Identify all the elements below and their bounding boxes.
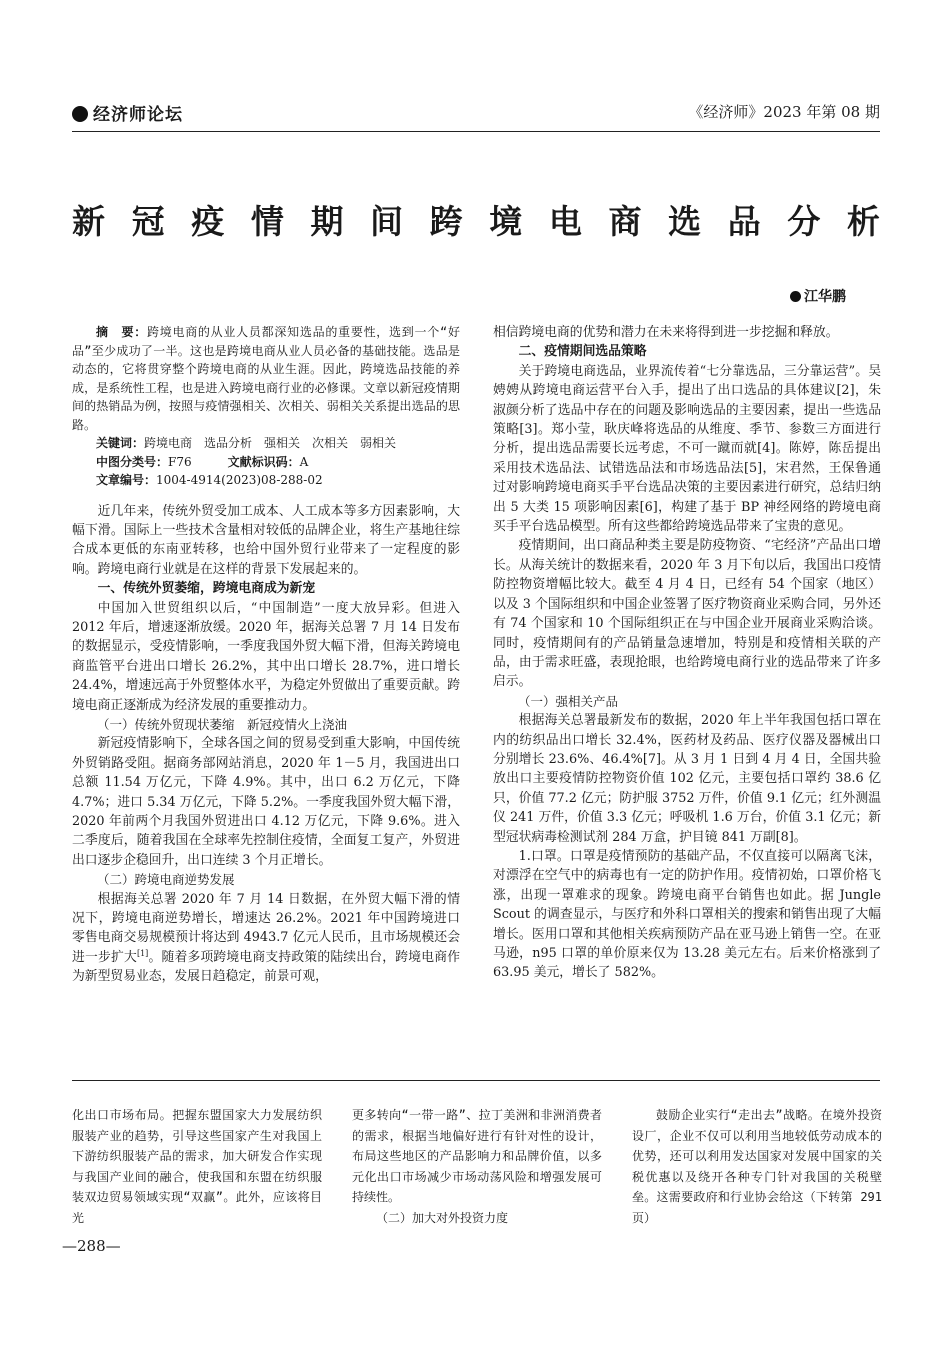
- bullet-icon: [790, 291, 801, 302]
- continued-text-col3: 鼓励企业实行“走出去”战略。在境外投资设厂，企业不仅可以利用当地较低劳动成本的优势，还可以利用发达国家对发展中国家的关税优惠以及绕开各种专门针对我国的关税壁垒。这需要政府和行业协会给这（下转第 291 页）: [632, 1108, 882, 1225]
- section-heading: 二、疫情期间选品策略: [518, 344, 647, 360]
- article-title: [72, 196, 880, 243]
- subsection-heading: （一）传统外贸现状萎缩 新冠疫情火上浇油: [97, 716, 348, 732]
- title-char: 选: [668, 202, 702, 241]
- keywords: 关键词：跨境电商 选品分析 强相关 次相关 弱相关: [96, 436, 397, 450]
- title-char: 境: [489, 202, 523, 241]
- paragraph: 根据海关总署最新发布的数据，2020 年上半年我国包括口罩在内的纺织品出口增长 32.4%，医药材及药品、医疗仪器及器械出口分别增长 23.6%、46.4%[7]。从 3 月 1 日到 4 月 4 日，全国共验放出口主要疫情防控物资价值 102 亿元，主要包括口罩约 38.6 亿只，价值 77.2 亿元；防护服 3752 万件，价值 9.1 亿元；红外测温仪 241 万件，价值 3.3 亿元；呼吸机 1.6 万台，价值 3.1 亿元；新型冠状病毒检测试剂 284 万盒，护目镜 841 万副[8]。: [493, 713, 881, 845]
- page-number: —288—: [62, 1237, 121, 1255]
- continued-text-col1: 化出口市场布局。把握东盟国家大力发展纺织服装产业的趋势，引导这些国家产生对我国上下游纺织服装产品的需求，加大研发合作实现与我国产业间的融合，使我国和东盟在纺织服装双边贸易领域实现“双赢”。此外，应该将目光: [72, 1108, 322, 1225]
- title-char: 情: [250, 202, 284, 241]
- right-column: [493, 323, 881, 983]
- paragraph: 相信跨境电商的优势和潜力在未来将得到进一步挖掘和释放。: [493, 325, 839, 340]
- title-char: 电: [548, 202, 582, 241]
- left-column: [72, 323, 460, 987]
- continued-text-col2: 更多转向“一带一路”、拉丁美洲和非洲消费者的需求，根据当地偏好进行有针对性的设计，布局这些地区的产品影响力和品牌价值，以多元化出口市场减少市场动荡风险和增强发展可持续性。 （二）加大对外投资力度: [352, 1108, 602, 1225]
- classification: 中图分类号：F76 文献标识码：A: [96, 454, 309, 469]
- intro-paragraph: 近几年来，传统外贸受加工成本、人工成本等多方因素影响，大幅下滑。国际上一些技术含量相对较低的品牌企业，将生产基地往综合成本更低的东南亚转移，也给中国外贸行业带来了一定程度的影响。跨境电商行业就是在这样的背景下发展起来的。: [72, 503, 460, 577]
- issue-info: 《经济师》2023 年第 08 期: [688, 103, 880, 121]
- footer-rule: [72, 1080, 880, 1081]
- title-char: 商: [608, 202, 642, 241]
- abstract: 摘 要：跨境电商的从业人员都深知选品的重要性，选到一个“好品”至少成功了一半。这也是跨境电商从业人员必备的基础技能。选品是动态的，它将贯穿整个跨境电商的从业生涯。因此，跨境选品技能的养成，是系统性工程，也是进入跨境电商行业的必修课。文章以新冠疫情期间的热销品为例，按照与疫情强相关、次相关、弱相关关系提出选品的思路。: [72, 325, 460, 432]
- paragraph: 关于跨境电商选品，业界流传着“七分靠选品，三分靠运营”。吴娉娉从跨境电商运营平台入手，提出了出口选品的具体建议[2]，朱淑颜分析了选品中存在的问题及影响选品的主要因素，提出一些选品策略[3]。郑小莹，耿庆峰将选品的从维度、季节、参数三方面进行分析，提出选品需要长远考虑，不可一蹴而就[4]。陈婷，陈岳提出采用技术选品法、试错选品法和市场选品法[5]，宋君然，王保鲁通过对影响跨境电商买手平台选品决策的主要因素进行研究，总结归纳出 5 大类 15 项影响因素[6]，构建了基于 BP 神经网络的跨境电商买手平台选品模型。所有这些都给跨境选品带来了宝贵的意见。: [493, 363, 881, 535]
- paragraph: 根据海关总署 2020 年 7 月 14 日数据，在外贸大幅下滑的情况下，跨境电商逆势增长，增速达 26.2%。2021 年中国跨境进口零售电商交易规模预计将达到 4943.7 亿元人民币，且市场规模还会进一步扩大[1]。随着多项跨境电商支持政策的陆续出台，跨境电商作为新型贸易业态，发展日趋稳定，前景可观，: [72, 891, 461, 985]
- title-char: 冠: [131, 202, 165, 241]
- journal-section: 经济师论坛: [72, 100, 183, 125]
- title-char: 疫: [191, 202, 225, 241]
- title-char: 期: [310, 202, 344, 241]
- title-char: 新: [72, 202, 105, 241]
- title-char: 跨: [429, 202, 463, 241]
- bullet-icon: [72, 106, 88, 122]
- section-heading: 一、传统外贸萎缩，跨境电商成为新宠: [97, 581, 316, 597]
- paragraph: 1.口罩。口罩是疫情预防的基础产品，不仅直接可以隔离飞沫，对漂浮在空气中的病毒也有一定的防护作用。疫情初始，口罩价格飞涨，出现一罩难求的现象。跨境电商平台销售也如此。据 Jungle Scout 的调查显示，与医疗和外科口罩相关的搜索和销售出现了大幅增长。医用口罩和其他相关疾病预防产品在亚马逊上销售一空。在亚马逊，n95 口罩的单价原来仅为 13.28 美元左右。后来价格涨到了 63.95 美元，增长了 582%。: [493, 848, 881, 981]
- title-char: 分: [787, 202, 821, 241]
- title-char: 析: [846, 202, 880, 241]
- title-char: 间: [370, 202, 404, 241]
- header-rule: [72, 131, 880, 132]
- paragraph: 新冠疫情影响下，全球各国之间的贸易受到重大影响，中国传统外贸销路受阻。据商务部网站消息，2020 年 1－5 月，我国进出口总额 11.54 万亿元，下降 4.9%。其中，出口 6.2 万亿元，下降 4.7%；进口 5.34 万亿元，下降 5.2%。一季度我国外贸大幅下滑，2020 年前两个月我国外贸进出口 4.12 万亿元，下降 9.6%。进入二季度后，随着我国在全球率先控制住疫情，全面复工复产，外贸进出口逐步企稳回升，出口连续 3 个月正增长。: [72, 736, 460, 868]
- title-char: 品: [727, 202, 761, 241]
- article-number: 文章编号：1004-4914(2023)08-288-02: [96, 473, 323, 487]
- subsection-heading: （二）跨境电商逆势发展: [97, 872, 235, 888]
- author: 江华鹏: [790, 286, 846, 306]
- subsection-heading: （一）强相关产品: [518, 693, 619, 709]
- paragraph: 中国加入世贸组织以后，“中国制造”一度大放异彩。但进入 2012 年后，增速逐渐放缓。2020 年，据海关总署 7 月 14 日发布的数据显示，受疫情影响，一季度我国外贸大幅下滑，但海关跨境电商监管平台进出口增长 26.2%，其中出口增长 28.7%，进口增长 24.4%，增速远高于外贸整体水平，为稳定外贸做出了重要贡献。跨境电商正逐渐成为经济发展的重要推动力。: [72, 600, 460, 713]
- paragraph: 疫情期间，出口商品种类主要是防疫物资、“宅经济”产品出口增长。从海关统计的数据来看，2020 年 3 月下旬以后，我国出口疫情防控物资增幅比较大。截至 4 月 4 日，已经有 54 个国家（地区）以及 3 个国际组织和中国企业签署了医疗物资商业采购合同，另外还有 74 个国家和 10 个国际组织正在与中国企业开展商业采购洽谈。同时，疫情期间有的产品销量急速增加，特别是和疫情相关联的产品，由于需求旺盛，表现抢眼，也给跨境电商行业的选品带来了许多启示。: [493, 538, 881, 690]
